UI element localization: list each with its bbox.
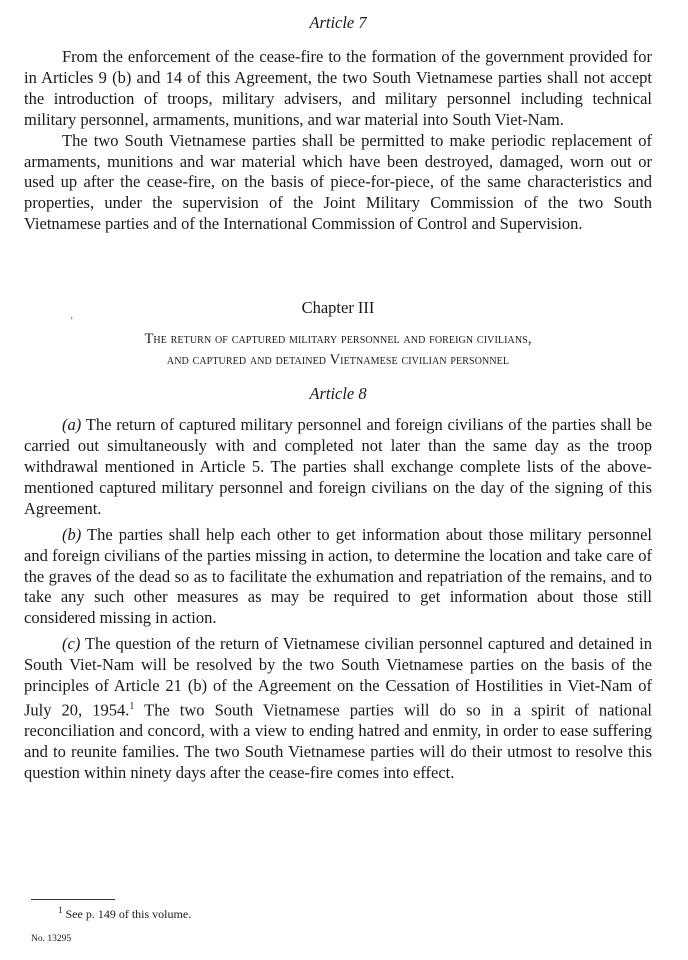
document-page [24, 0, 652, 784]
paragraph-c-label: (c) [62, 634, 81, 654]
chapter-title: Chapter III [301, 298, 375, 318]
chapter-subtitle-line-1: The return of captured military personnel and foreign civilians, [144, 331, 532, 348]
article-7-heading: Article 7 [309, 13, 367, 32]
article-8-heading: Article 8 [309, 384, 367, 404]
article-8-paragraph-b [24, 525, 652, 630]
footnote-text: See p. 149 of this volume. [62, 907, 192, 921]
stray-mark: ’ [70, 316, 74, 327]
document-number: No. 13295 [31, 934, 72, 944]
paragraph-b-label: (b) [62, 524, 82, 544]
paragraph-a-label: (a) [62, 415, 82, 435]
paragraph-a-text: The return of captured military personnel and foreign civilians of the parties shall be carried out simultaneously with and completed not later than the same day as the troop withdrawal mentioned in Article 5. The parties shall exchange complete lists of the above-mentioned captured military personnel and foreign civilians on the day of the signing of this Agreement. [24, 415, 652, 518]
chapter-subtitle-line-2: and captured and detained Vietnamese civilian personnel [166, 351, 510, 368]
article-7-paragraph-1: From the enforcement of the cease-fire to the formation of the government provided for in Articles 9 (b) and 14 of this Agreement, the two South Vietnamese parties shall not accept the introduction of troops, military advisers, and military personnel including technical military personnel, armaments, munitions, and war material into South Viet-Nam. [24, 47, 652, 129]
article-8-paragraph-c [24, 634, 652, 784]
footnote-divider [31, 899, 115, 900]
footnote [58, 905, 191, 922]
paragraph-c-text-part-1: The question of the return of Vietnamese civilian personnel captured and detained in South Viet-Nam will be resolved by the two South Vietnamese parties on the basis of the principles of Article 21 (b) of the Agreement on the Cessation of Hostilities in Viet-Nam of July 20, 1954. [24, 634, 652, 720]
paragraph-b-text: The parties shall help each other to get information about those military personnel and foreign civilians of the parties missing in action, to determine the location and take care of the graves of the dead so as to facilitate the exhumation and repatriation of the remains, and to take any such other measures as may be required to get information about those still considered missing in action. [24, 524, 653, 628]
article-8-paragraph-a [24, 415, 652, 520]
paragraph-c-text-part-2: The two South Vietnamese parties will do so in a spirit of national reconciliation and concord, with a view to ending hatred and enmity, in order to ease suffering and to reunite families. The two South Vietnamese parties will do their utmost to resolve this question within ninety days after the cease-fire comes into effect. [24, 700, 652, 783]
footnote-marker: 1 [58, 905, 63, 915]
article-7-paragraph-2: The two South Vietnamese parties shall be permitted to make periodic replacement of armaments, munitions and war material which have been destroyed, damaged, worn out or used up after the cease-fire, on the basis of piece-for-piece, of the same characteristics and properties, under the supervision of the Joint Military Commission of the two South Vietnamese parties and of the International Commission of Control and Supervision. [24, 130, 652, 234]
footnote-reference[interactable]: 1 [129, 700, 135, 712]
